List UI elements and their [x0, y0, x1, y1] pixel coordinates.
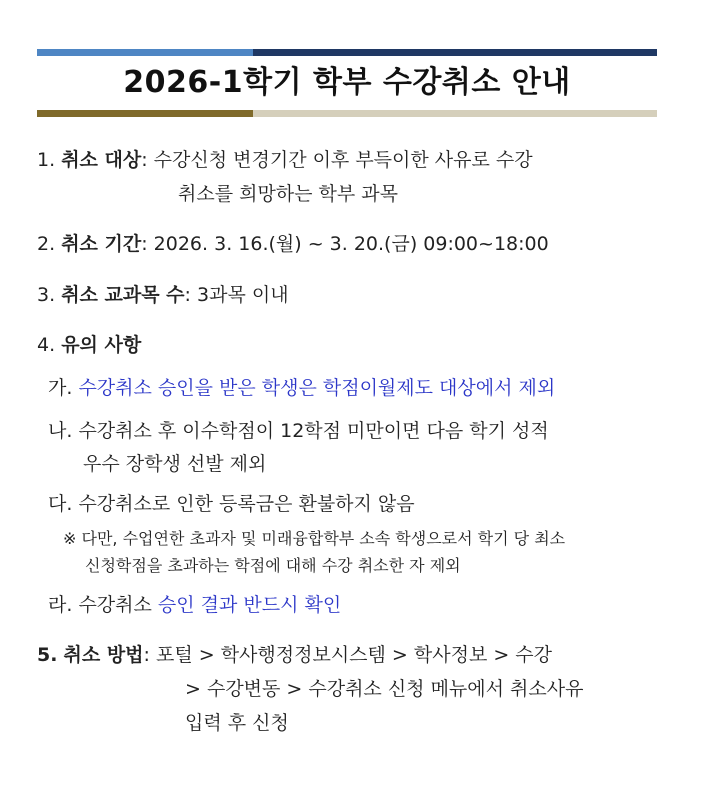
item-course-count	[37, 283, 289, 307]
note-exception-text-2: 신청학점을 초과하는 학점에 대해 수강 취소한 자 제외	[85, 556, 461, 575]
title-top-bar-left	[37, 49, 253, 56]
item-method-line-3	[185, 711, 289, 735]
item-target-text-1: 수강신청 변경기간 이후 부득이한 사유로 수강	[153, 149, 533, 171]
item-period-value: 2026. 3. 16.(월) ~ 3. 20.(금) 09:00~18:00	[153, 233, 549, 255]
item-method-text-3: 입력 후 신청	[185, 712, 289, 734]
note-mark: 라.	[48, 594, 73, 616]
note-exception-text-1: 다만, 수업연한 초과자 및 미래융합학부 소속 학생으로서 학기 당 최소	[81, 529, 566, 548]
item-number: 3.	[37, 284, 56, 306]
item-number: 4.	[37, 334, 56, 356]
item-number: 5.	[37, 644, 58, 666]
note-na-text-1: 수강취소 후 이수학점이 12학점 미만이면 다음 학기 성적	[78, 420, 549, 442]
note-mark: 가.	[48, 377, 73, 399]
item-method-line-2	[185, 677, 583, 701]
item-label-method: 취소 방법	[63, 644, 144, 666]
item-separator: :	[141, 233, 148, 255]
note-da-text: 수강취소로 인한 등록금은 환불하지 않음	[78, 493, 415, 515]
item-label-target: 취소 대상	[61, 149, 142, 171]
item-course-count-value: 3과목 이내	[197, 284, 289, 306]
item-number: 1.	[37, 149, 56, 171]
note-ga	[48, 376, 555, 400]
title-top-bar-right	[253, 49, 657, 56]
item-notes-heading	[37, 333, 141, 357]
item-separator: :	[141, 149, 148, 171]
note-na-line-1	[48, 419, 549, 443]
item-method-text-1: 포털 > 학사행정정보시스템 > 학사정보 > 수강	[155, 644, 553, 666]
item-separator: :	[143, 644, 150, 666]
note-na-text-2: 우수 장학생 선발 제외	[83, 453, 267, 475]
item-target-line-1	[37, 148, 533, 172]
note-ra-text-highlight: 승인 결과 반드시 확인	[157, 594, 342, 616]
page-title: 2026-1학기 학부 수강취소 안내	[123, 65, 571, 100]
item-target-text-2: 취소를 희망하는 학부 과목	[178, 183, 399, 205]
item-target-line-2	[178, 182, 398, 206]
note-asterisk-mark: ※	[63, 529, 77, 548]
item-label-period: 취소 기간	[61, 233, 142, 255]
note-mark: 나.	[48, 420, 73, 442]
item-separator: :	[184, 284, 191, 306]
note-ga-text: 수강취소 승인을 받은 학생은 학점이월제도 대상에서 제외	[78, 377, 556, 399]
note-da	[48, 492, 415, 516]
item-period	[37, 232, 549, 256]
item-method-text-2: > 수강변동 > 수강취소 신청 메뉴에서 취소사유	[185, 678, 584, 700]
note-mark: 다.	[48, 493, 73, 515]
item-label-notes: 유의 사항	[61, 334, 142, 356]
title-bottom-bar-left	[37, 110, 253, 117]
title-bottom-bar-right	[253, 110, 657, 117]
note-ra-text-plain: 수강취소	[78, 594, 152, 616]
note-na-line-2	[83, 452, 266, 476]
item-number: 2.	[37, 233, 56, 255]
note-exception-line-2	[85, 555, 461, 577]
item-label-course-count: 취소 교과목 수	[61, 284, 185, 306]
note-exception-line-1	[63, 528, 565, 550]
item-method-line-1	[37, 643, 552, 667]
note-ra	[48, 593, 341, 617]
